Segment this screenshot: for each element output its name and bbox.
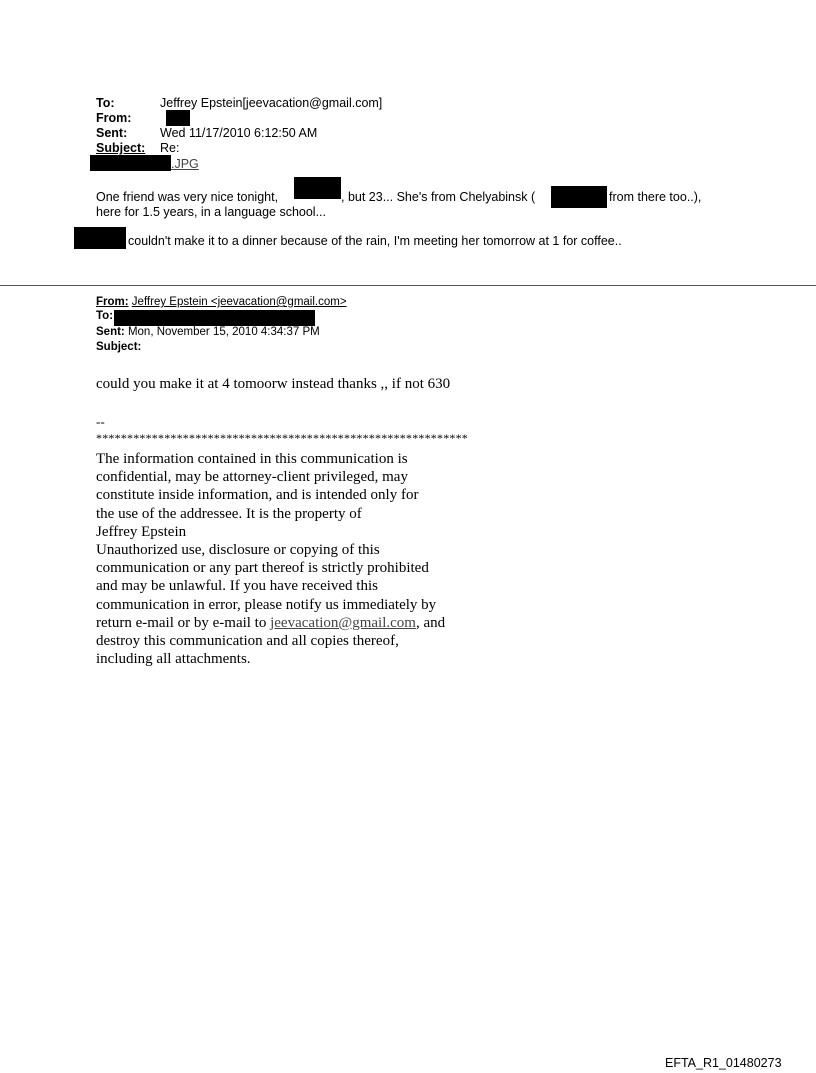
email2-to-redaction (114, 310, 315, 326)
message-divider (0, 285, 816, 286)
disclaimer-line: confidential, may be attorney-client privileged, may (96, 469, 408, 486)
disclaimer-line: constitute inside information, and is intended only for (96, 487, 419, 504)
disclaimer-line: destroy this communication and all copies thereof, (96, 633, 399, 650)
name-redaction-2 (551, 186, 607, 208)
email2-sent-line (96, 326, 320, 339)
email1-from-redaction (166, 110, 190, 126)
email1-sent-label: Sent: (96, 126, 128, 140)
email2-to-line (96, 310, 113, 323)
disclaimer-line: Unauthorized use, disclosure or copying of this (96, 542, 380, 559)
email1-body-p1a: One friend was very nice tonight, (96, 190, 279, 204)
name-redaction-3 (74, 227, 126, 249)
email2-from-value: Jeffrey Epstein <jeevacation@gmail.com> (131, 296, 347, 308)
email1-from-label: From: (96, 111, 132, 125)
email2-to-label: To: (96, 310, 114, 322)
disclaimer-line: the use of the addressee. It is the property of (96, 505, 362, 522)
signature-stars: ************************************************************ (96, 431, 468, 445)
email-link[interactable]: jeevacation@gmail.com (270, 614, 416, 631)
disclaimer-line: and may be unlawful. If you have received this (96, 578, 378, 595)
email2-from-label: From: (96, 296, 129, 308)
email1-body-p2: couldn't make it to a dinner because of the rain, I'm meeting her tomorrow at 1 for coffee.. (128, 234, 622, 248)
attachment-link[interactable]: .JPG (171, 157, 199, 171)
disclaimer-line: communication in error, please notify us immediately by (96, 596, 437, 613)
disclaimer-text: , and (415, 614, 446, 631)
signature-dash: -- (96, 414, 105, 429)
email2-sent-value: Mon, November 15, 2010 4:34:37 PM (127, 326, 320, 338)
confidentiality-disclaimer (96, 450, 445, 668)
attachment-name-redaction (90, 155, 171, 171)
email1-subject-value: Re: (160, 141, 180, 155)
disclaimer-line: including all attachments. (96, 651, 251, 668)
disclaimer-line-with-link (96, 614, 445, 632)
disclaimer-line: Jeffrey Epstein (96, 523, 187, 540)
email1-body-line1 (96, 190, 278, 204)
email1-to-value: Jeffrey Epstein[jeevacation@gmail.com] (160, 96, 383, 110)
email2-sent-label: Sent: (96, 326, 125, 338)
email2-subject-label: Subject: (96, 341, 142, 353)
email1-body-p1-line2: here for 1.5 years, in a language school... (96, 205, 327, 219)
disclaimer-line: The information contained in this communication is (96, 451, 408, 467)
name-redaction-1 (294, 177, 341, 199)
document-id: EFTA_R1_01480273 (665, 1056, 782, 1070)
disclaimer-line: communication or any part thereof is strictly prohibited (96, 560, 429, 577)
email1-sent-value: Wed 11/17/2010 6:12:50 AM (160, 126, 318, 140)
email1-body-p1c: from there too..), (609, 190, 702, 204)
email2-message: could you make it at 4 tomoorw instead thanks ,, if not 630 (96, 376, 451, 392)
email2-from-line (96, 296, 347, 309)
email1-body-p1b: , but 23... She's from Chelyabinsk ( (341, 190, 536, 204)
email2-subject-line (96, 341, 141, 354)
email1-subject-label: Subject: (96, 141, 146, 155)
email1-to-label: To: (96, 96, 115, 110)
disclaimer-text: return e-mail or by e-mail to (96, 614, 271, 631)
